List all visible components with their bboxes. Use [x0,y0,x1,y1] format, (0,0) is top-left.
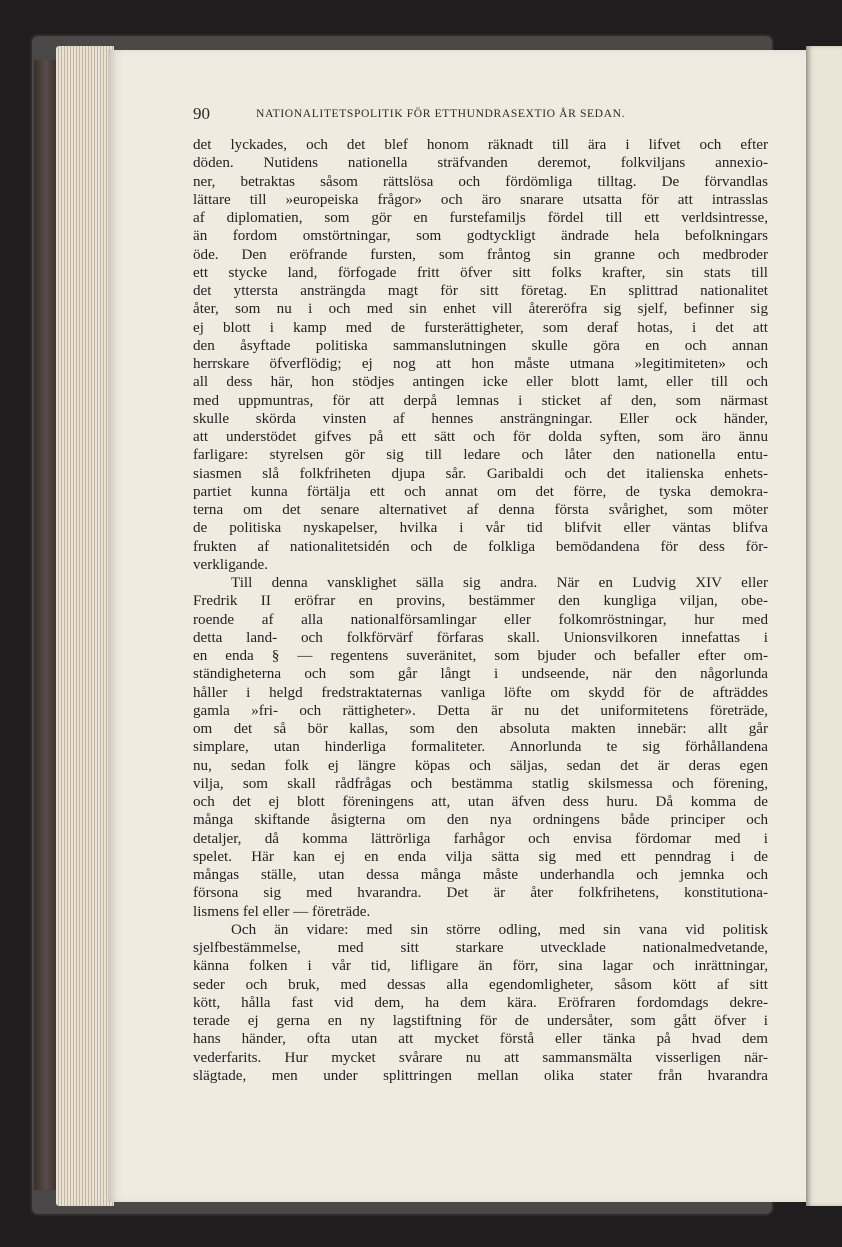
page-edges [56,46,114,1206]
text-line: än fordom omstörtningar, som godtyckligt ändrade hela befolkningars [193,228,768,245]
text-line: vederfarits. Hur mycket svårare nu att sammansmälta visserligen när- [193,1049,768,1066]
text-line: det lyckades, och det blef honom räknadt till ära i lifvet och efter [193,137,768,153]
text-line: hans händer, ofta utan att mycket förstå eller tänka på hvad dem [193,1031,768,1048]
text-line: döden. Nutidens nationella sträfvanden deremot, folkviljans annexio- [193,155,768,172]
text-line: håller i helgd fredstraktaternas vanliga löfte om skydd för de afträddes [193,684,768,701]
text-line: all dess här, hon stödjes antingen icke eller blott lamt, eller till och [193,374,768,391]
text-line: detaljer, då komma lättrörliga farhågor och envisa fördomar med i [193,830,768,847]
text-line: af diplomatien, som gör en furstefamiljs fördel till ett verldsintresse, [193,210,768,226]
text-line: Fredrik II eröfrar en provins, bestämmer den kungliga viljan, obe- [193,593,768,610]
text-line: spelet. Här kan ej en enda vilja sätta sig med ett penndrag i de [193,848,768,865]
text-line: öde. Den eröfrande fursten, som fråntog sin granne och medbroder [193,246,768,263]
text-line: många skiftande åsigterna om den nya ordningens både principer och [193,812,768,829]
text-line: roende af alla nationalförsamlingar eller folkomröstningar, hur med [193,611,768,628]
text-line: terade ej gerna en ny lagstiftning för de undersåter, som gått öfver i [193,1013,768,1029]
text-line: Och än vidare: med sin större odling, med sin vana vid politisk [231,921,768,938]
text-line: terna om det senare alternativet af denna första svårighet, som möter [193,502,768,518]
text-line: och det ej blott föreningens att, utan äfven dess huru. Då komma de [193,794,768,810]
text-line: skulle skörda vinsten af hennes ansträngningar. Eller ock händer, [193,410,768,427]
text-line: seder och bruk, med dessas alla egendomligheter, såsom kött af sitt [193,976,768,993]
text-line: lättare till »europeiska frågor» och äro snarare utsatta för att intrasslas [193,191,768,208]
text-line: vilja, som skall rådfrågas och bestämma statlig skilsmessa och förening, [193,775,768,792]
text-line: kött, hålla fast vid dem, ha dem kära. Eröfraren fordomdags dekre- [193,994,768,1011]
page-number: 90 [193,104,210,123]
text-line: farligare: styrelsen gör sig till ledare och låter den nationella entu- [193,447,768,464]
text-line: lismens fel eller — företräde. [193,903,371,920]
text-line: åter, som nu i och med sin enhet vill återeröfra sig sjelf, befinner sig [193,301,768,318]
text-line: Till denna vansklighet sälla sig andra. När en Ludvig XIV eller [231,575,768,591]
text-line: försona sig med hvarandra. Det är åter folkfrihetens, konstitutiona- [193,885,768,902]
text-line: de politiska nyskapelser, hvilka i vår tid blifvit eller väntas blifva [193,520,768,537]
text-line: det yttersta ansträngda magt för sitt företag. En splittrad nationalitet [193,283,768,299]
text-line: mångas ställe, utan dessa många måste underhandla och jemnka och [193,867,768,883]
text-line: siasmen slå folkfriheten djupa sår. Garibaldi och det italienska enhets- [193,465,768,482]
text-line: en enda § — regentens suveränitet, som bjuder och befaller efter om- [193,648,768,664]
text-line: ett stycke land, förfogade fritt öfver sitt folks krafter, sin stats till [193,264,768,281]
text-line: detta land- och folkförvärf förfaras skall. Unionsvilkoren innefattas i [193,629,768,646]
text-line: frukten af nationalitetsidén och de folkliga bemödandena för dess för- [193,538,768,555]
facing-page-edge [806,46,842,1206]
running-head-title: NATIONALITETSPOLITIK FÖR ETTHUNDRASEXTIO ÅR SEDAN. [256,107,626,120]
text-line: nu, sedan folk ej längre köpas och säljas, sedan det är deras egen [193,757,768,774]
body-text [193,136,768,1085]
text-line: sjelfbestämmelse, med sitt starkare utvecklade nationalmedvetande, [193,940,768,956]
text-line: med uppmuntras, för att derpå lemnas i sticket af den, som närmast [193,392,768,409]
text-line: känna folken i vår tid, lifligare än förr, sina lagar och inrättningar, [193,958,768,975]
text-line: ständigheterna och som går långt i undseende, när den någorlunda [193,666,768,683]
text-line: den åsyftade politiska sammanslutningen skulle göra en och annan [193,337,768,354]
text-line: slägtade, men under splittringen mellan olika stater från hvarandra [193,1067,768,1084]
text-line: om det så bör kallas, som den absoluta makten innebär: allt går [193,721,768,737]
text-line: ej blott i kamp med de fursterättigheter, som deraf hotas, i det att [193,319,768,336]
book-spine [34,60,58,1190]
text-line: simplare, utan hinderliga formaliteter. Annorlunda te sig förhållandena [193,739,768,756]
text-line: gamla »fri- och rättigheter». Detta är nu det uniformitetens företräde, [193,702,768,719]
text-line: att understödet gifves på ett sätt och för dolda syften, som äro ännu [193,429,768,445]
text-line: partiet kunna förtälja ett och annat om det förre, de tyska demokra- [193,483,768,500]
text-line: verkligande. [193,556,269,573]
text-line: ner, betraktas såsom rättslösa och fördömliga tilltag. De förvandlas [193,173,768,190]
text-line: herrskare öfverflödig; ej nog att hon måste utmana »legitimiteten» och [193,356,768,372]
